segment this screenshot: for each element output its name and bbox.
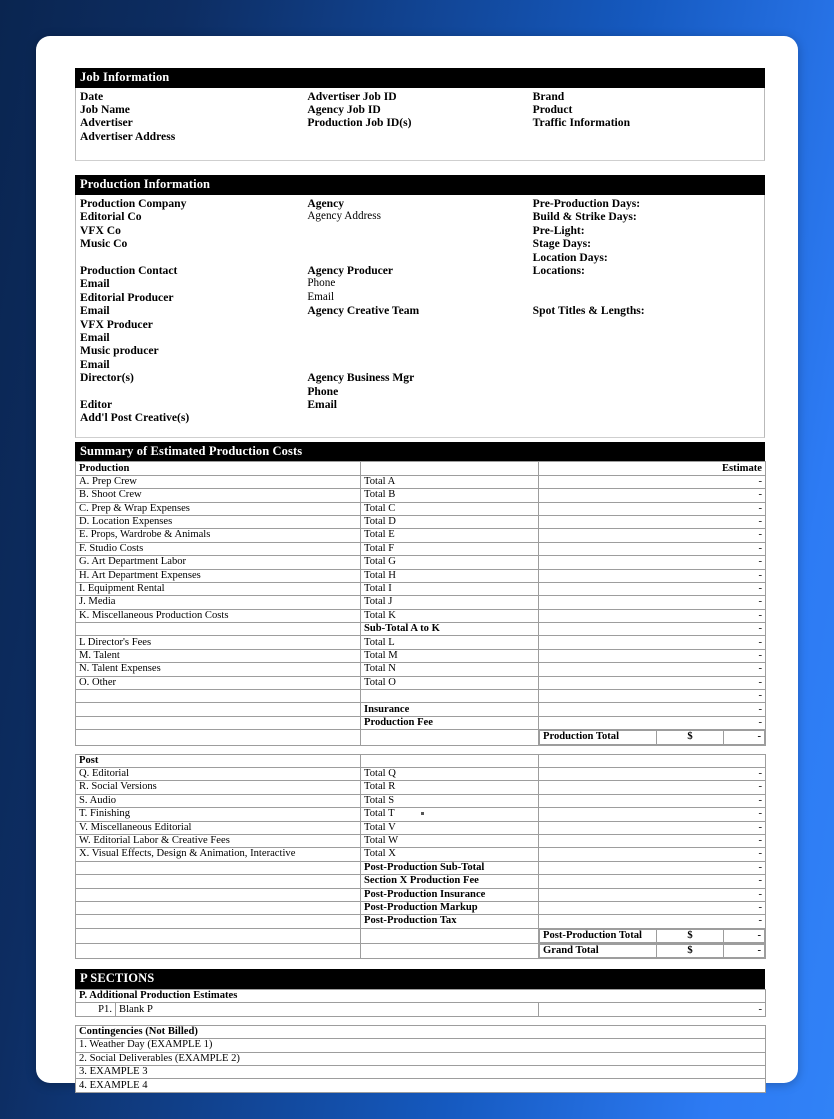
cost-line-amount: - xyxy=(539,690,766,703)
cost-line-label: O. Other xyxy=(76,676,361,689)
info-field: Editor xyxy=(80,397,113,411)
post-production-total-container xyxy=(539,928,766,943)
section-header-job-information: Job Information xyxy=(75,68,765,88)
cost-line-amount: - xyxy=(539,768,766,781)
production-costs-table xyxy=(75,461,766,703)
info-field: Job Name xyxy=(80,103,130,117)
table-row xyxy=(76,861,766,874)
cost-line-total: Total F xyxy=(361,542,539,555)
cost-line-amount: - xyxy=(539,515,766,528)
cost-line-amount: - xyxy=(539,596,766,609)
cost-line-total: Total O xyxy=(361,676,539,689)
post-production-total-amount: - xyxy=(724,929,765,942)
cost-line-total: Total D xyxy=(361,515,539,528)
cost-line-amount: - xyxy=(539,663,766,676)
production-information-block xyxy=(75,195,765,438)
cost-line-total: Total B xyxy=(361,489,539,502)
cost-line-total: Total I xyxy=(361,582,539,595)
info-field: Music Co xyxy=(80,237,128,251)
spacer-cell xyxy=(361,730,539,745)
cost-line-amount: - xyxy=(539,502,766,515)
info-field: Pre-Light: xyxy=(532,223,585,237)
production-total-currency: $ xyxy=(657,731,724,744)
column-header-spacer xyxy=(361,462,539,475)
table-row xyxy=(76,703,766,716)
cost-line-label xyxy=(76,690,361,703)
column-header-post: Post xyxy=(76,754,361,767)
fee-amount: - xyxy=(539,901,766,914)
table-header-row xyxy=(76,462,766,475)
cost-line-amount: - xyxy=(539,582,766,595)
fee-label: Section X Production Fee xyxy=(361,875,539,888)
cost-line-total: Total T xyxy=(361,808,539,821)
cost-line-total: Total C xyxy=(361,502,539,515)
table-row xyxy=(76,556,766,569)
table-row xyxy=(76,794,766,807)
production-total-label: Production Total xyxy=(540,731,657,744)
info-row xyxy=(76,344,764,357)
info-field: Advertiser Job ID xyxy=(307,89,397,103)
p-row-amount: - xyxy=(539,1003,766,1016)
table-row xyxy=(76,808,766,821)
cost-line-total: Total E xyxy=(361,529,539,542)
cost-line-amount: - xyxy=(539,636,766,649)
info-row xyxy=(76,385,764,398)
cost-line-amount: - xyxy=(539,609,766,622)
cost-line-amount: - xyxy=(539,821,766,834)
column-header-production: Production xyxy=(76,462,361,475)
cost-line-label: A. Prep Crew xyxy=(76,475,361,488)
cost-line-total: Total S xyxy=(361,794,539,807)
column-header-p-additional: P. Additional Production Estimates xyxy=(76,990,766,1003)
info-field xyxy=(533,411,764,424)
contingencies-table xyxy=(75,1025,766,1093)
grand-total-row xyxy=(76,944,766,959)
info-row xyxy=(76,237,764,250)
cost-line-amount: - xyxy=(539,475,766,488)
section-header-p-sections: P SECTIONS xyxy=(75,969,765,989)
info-field: Traffic Information xyxy=(532,116,631,130)
cost-line-total: Total N xyxy=(361,663,539,676)
info-field xyxy=(307,130,532,143)
info-field xyxy=(307,224,532,237)
info-row xyxy=(76,331,764,344)
table-header-row xyxy=(76,754,766,767)
info-row xyxy=(76,277,764,290)
table-row xyxy=(76,609,766,622)
cost-line-label: E. Props, Wardrobe & Animals xyxy=(76,529,361,542)
info-field xyxy=(307,237,532,250)
info-row xyxy=(76,411,764,424)
info-row xyxy=(76,398,764,411)
grand-total-label: Grand Total xyxy=(540,945,657,958)
table-row xyxy=(76,515,766,528)
info-field: Editorial Producer xyxy=(80,290,174,304)
table-row xyxy=(76,875,766,888)
info-field xyxy=(533,385,764,398)
production-total-amount: - xyxy=(724,731,765,744)
info-row xyxy=(76,103,764,116)
cost-line-amount: - xyxy=(539,649,766,662)
info-field xyxy=(307,344,532,357)
info-field xyxy=(533,398,764,411)
cost-line-amount: - xyxy=(539,781,766,794)
cost-line-amount: - xyxy=(539,623,766,636)
info-field xyxy=(307,358,532,371)
cost-line-label xyxy=(76,623,361,636)
column-header-spacer xyxy=(361,754,539,767)
cost-line-total: Sub-Total A to K xyxy=(361,623,539,636)
cost-line-amount: - xyxy=(539,542,766,555)
fee-amount: - xyxy=(539,915,766,928)
table-row xyxy=(76,716,766,729)
info-field xyxy=(533,371,764,384)
table-row xyxy=(76,569,766,582)
info-field: Pre-Production Days: xyxy=(532,196,641,210)
info-row xyxy=(76,116,764,129)
info-row xyxy=(76,304,764,317)
column-header-estimate: Estimate xyxy=(539,462,766,475)
cost-line-total xyxy=(361,690,539,703)
cost-line-amount: - xyxy=(539,808,766,821)
info-field: Agency Producer xyxy=(307,263,394,277)
contingency-label: 1. Weather Day (EXAMPLE 1) xyxy=(76,1039,766,1052)
table-row xyxy=(76,596,766,609)
info-row xyxy=(76,210,764,223)
table-header-row xyxy=(76,1025,766,1038)
cost-line-label: Q. Editorial xyxy=(76,768,361,781)
table-row xyxy=(76,542,766,555)
production-total-row xyxy=(76,730,766,745)
section-header-summary: Summary of Estimated Production Costs xyxy=(75,442,765,462)
info-field: VFX Co xyxy=(80,223,121,237)
info-field: Agency xyxy=(307,196,345,210)
info-field: Editorial Co xyxy=(80,210,142,224)
cost-line-label: R. Social Versions xyxy=(76,781,361,794)
cost-line-total: Total A xyxy=(361,475,539,488)
table-row xyxy=(76,489,766,502)
info-field: Production Job ID(s) xyxy=(307,116,412,130)
cost-line-total: Total R xyxy=(361,781,539,794)
column-header-contingencies: Contingencies (Not Billed) xyxy=(76,1025,766,1038)
info-field: Stage Days: xyxy=(532,237,591,251)
info-field xyxy=(533,291,764,304)
cost-line-label: B. Shoot Crew xyxy=(76,489,361,502)
fee-amount: - xyxy=(539,703,766,716)
post-costs-table xyxy=(75,754,766,862)
cost-line-amount: - xyxy=(539,848,766,861)
cost-line-total: Total X xyxy=(361,848,539,861)
spacer-cell xyxy=(76,716,361,729)
fee-label: Post-Production Sub-Total xyxy=(361,861,539,874)
info-field: Email xyxy=(80,330,110,344)
grand-total-currency: $ xyxy=(657,945,724,958)
table-row xyxy=(76,1052,766,1065)
production-total-container xyxy=(539,730,766,745)
contingency-label: 2. Social Deliverables (EXAMPLE 2) xyxy=(76,1052,766,1065)
table-row xyxy=(76,676,766,689)
spacer-cell xyxy=(76,861,361,874)
cost-line-label: J. Media xyxy=(76,596,361,609)
table-header-row xyxy=(76,990,766,1003)
info-field: Agency Job ID xyxy=(307,103,381,117)
cost-line-total: Total K xyxy=(361,609,539,622)
info-field: Locations: xyxy=(532,263,585,277)
info-field: Email xyxy=(80,277,110,291)
spacer-cell xyxy=(76,915,361,928)
fee-label: Production Fee xyxy=(361,716,539,729)
production-fees-table xyxy=(75,702,766,745)
table-row xyxy=(76,582,766,595)
info-field: Location Days: xyxy=(532,250,608,264)
cost-line-label: C. Prep & Wrap Expenses xyxy=(76,502,361,515)
table-row xyxy=(76,848,766,861)
cost-line-label: W. Editorial Labor & Creative Fees xyxy=(76,834,361,847)
cost-line-amount: - xyxy=(539,489,766,502)
info-field: Phone xyxy=(307,277,336,290)
info-field: Build & Strike Days: xyxy=(532,210,637,224)
table-row xyxy=(76,502,766,515)
info-row xyxy=(76,224,764,237)
info-field xyxy=(533,344,764,357)
table-row xyxy=(76,649,766,662)
cost-line-total: Total W xyxy=(361,834,539,847)
info-field: Email xyxy=(80,304,110,318)
cost-line-label: V. Miscellaneous Editorial xyxy=(76,821,361,834)
spacer-cell xyxy=(76,703,361,716)
fee-label: Insurance xyxy=(361,703,539,716)
spacer-cell xyxy=(76,901,361,914)
table-row xyxy=(76,1003,766,1016)
info-field xyxy=(533,277,764,290)
info-field: Brand xyxy=(532,89,565,103)
info-field xyxy=(76,385,307,398)
cost-line-total: Total V xyxy=(361,821,539,834)
info-row xyxy=(76,130,764,143)
info-field: Production Contact xyxy=(80,263,178,277)
spacer-cell xyxy=(76,944,361,959)
document-card xyxy=(36,36,798,1091)
table-row xyxy=(76,529,766,542)
info-row xyxy=(76,90,764,103)
post-production-total-label: Post-Production Total xyxy=(540,929,657,942)
cost-line-total: Total Q xyxy=(361,768,539,781)
fee-label: Post-Production Insurance xyxy=(361,888,539,901)
table-row xyxy=(76,768,766,781)
table-row xyxy=(76,1079,766,1092)
cost-line-total: Total G xyxy=(361,556,539,569)
table-row xyxy=(76,781,766,794)
info-field xyxy=(533,130,764,143)
info-field xyxy=(307,411,532,424)
p-row-label: Blank P xyxy=(116,1003,539,1016)
fee-amount: - xyxy=(539,888,766,901)
cost-line-label: H. Art Department Expenses xyxy=(76,569,361,582)
info-row xyxy=(76,264,764,277)
fee-amount: - xyxy=(539,875,766,888)
cost-line-label: M. Talent xyxy=(76,649,361,662)
estimate-sheet xyxy=(75,68,765,1093)
cursor-artifact xyxy=(421,812,424,815)
grand-total-container xyxy=(539,944,766,959)
info-field xyxy=(307,331,532,344)
spacer-cell xyxy=(76,730,361,745)
p-row-number: P1. xyxy=(76,1003,116,1016)
spacer-cell xyxy=(76,928,361,943)
fee-label: Post-Production Tax xyxy=(361,915,539,928)
cost-line-label: D. Location Expenses xyxy=(76,515,361,528)
post-production-total-row xyxy=(76,928,766,943)
cost-line-amount: - xyxy=(539,529,766,542)
cost-line-label: T. Finishing xyxy=(76,808,361,821)
table-row xyxy=(76,901,766,914)
post-fees-table xyxy=(75,861,766,960)
info-row xyxy=(76,371,764,384)
cost-line-amount: - xyxy=(539,794,766,807)
table-row xyxy=(76,1039,766,1052)
job-information-block xyxy=(75,88,765,162)
table-row xyxy=(76,690,766,703)
info-field: VFX Producer xyxy=(80,317,153,331)
info-row xyxy=(76,358,764,371)
info-field: Director(s) xyxy=(80,371,134,385)
production-total-inner xyxy=(540,731,765,744)
info-field: Email xyxy=(307,290,335,303)
spacer-cell xyxy=(361,944,539,959)
info-field: Advertiser xyxy=(80,116,133,130)
cost-line-label: N. Talent Expenses xyxy=(76,663,361,676)
cost-line-amount: - xyxy=(539,556,766,569)
fee-amount: - xyxy=(539,716,766,729)
table-row xyxy=(76,475,766,488)
table-row xyxy=(76,834,766,847)
info-field: Product xyxy=(532,103,573,117)
info-field xyxy=(533,318,764,331)
info-field xyxy=(533,358,764,371)
info-field: Production Company xyxy=(80,196,187,210)
info-field: Agency Creative Team xyxy=(307,304,420,318)
cost-line-label: S. Audio xyxy=(76,794,361,807)
info-row xyxy=(76,291,764,304)
table-row xyxy=(76,888,766,901)
info-field xyxy=(76,251,307,264)
spacer-cell xyxy=(76,875,361,888)
info-field: Email xyxy=(307,397,337,411)
info-field xyxy=(307,318,532,331)
table-row xyxy=(76,623,766,636)
info-field: Add'l Post Creative(s) xyxy=(80,411,190,425)
info-row xyxy=(76,197,764,210)
p-sections-table xyxy=(75,989,766,1017)
info-row xyxy=(76,251,764,264)
cost-line-total: Total J xyxy=(361,596,539,609)
cost-line-label: G. Art Department Labor xyxy=(76,556,361,569)
info-row xyxy=(76,318,764,331)
fee-label: Post-Production Markup xyxy=(361,901,539,914)
info-field xyxy=(307,251,532,264)
post-production-total-inner xyxy=(540,929,765,942)
cost-line-label: I. Equipment Rental xyxy=(76,582,361,595)
table-row xyxy=(76,915,766,928)
table-row xyxy=(76,636,766,649)
section-header-production-information: Production Information xyxy=(75,175,765,195)
cost-line-total: Total M xyxy=(361,649,539,662)
grand-total-amount: - xyxy=(724,945,765,958)
cost-line-label: X. Visual Effects, Design & Animation, Interactive xyxy=(76,848,361,861)
post-production-total-currency: $ xyxy=(657,929,724,942)
cost-line-label: K. Miscellaneous Production Costs xyxy=(76,609,361,622)
grand-total-inner xyxy=(540,945,765,958)
info-field: Date xyxy=(80,89,104,103)
info-field: Music producer xyxy=(80,344,159,358)
column-header-spacer xyxy=(539,754,766,767)
cost-line-amount: - xyxy=(539,834,766,847)
spacer-cell xyxy=(76,888,361,901)
cost-line-label: L Director's Fees xyxy=(76,636,361,649)
table-row xyxy=(76,821,766,834)
cost-line-amount: - xyxy=(539,569,766,582)
table-row xyxy=(76,663,766,676)
info-field: Phone xyxy=(307,384,339,398)
spacer-cell xyxy=(361,928,539,943)
info-field: Email xyxy=(80,357,110,371)
info-field: Advertiser Address xyxy=(80,129,176,143)
cost-line-label: F. Studio Costs xyxy=(76,542,361,555)
info-field: Agency Business Mgr xyxy=(307,371,415,385)
info-field: Spot Titles & Lengths: xyxy=(532,304,645,318)
fee-amount: - xyxy=(539,861,766,874)
info-field xyxy=(533,331,764,344)
info-field: Agency Address xyxy=(307,210,381,223)
cost-line-total: Total L xyxy=(361,636,539,649)
cost-line-amount: - xyxy=(539,676,766,689)
contingency-label: 4. EXAMPLE 4 xyxy=(76,1079,766,1092)
contingency-label: 3. EXAMPLE 3 xyxy=(76,1066,766,1079)
table-row xyxy=(76,1066,766,1079)
cost-line-total: Total H xyxy=(361,569,539,582)
